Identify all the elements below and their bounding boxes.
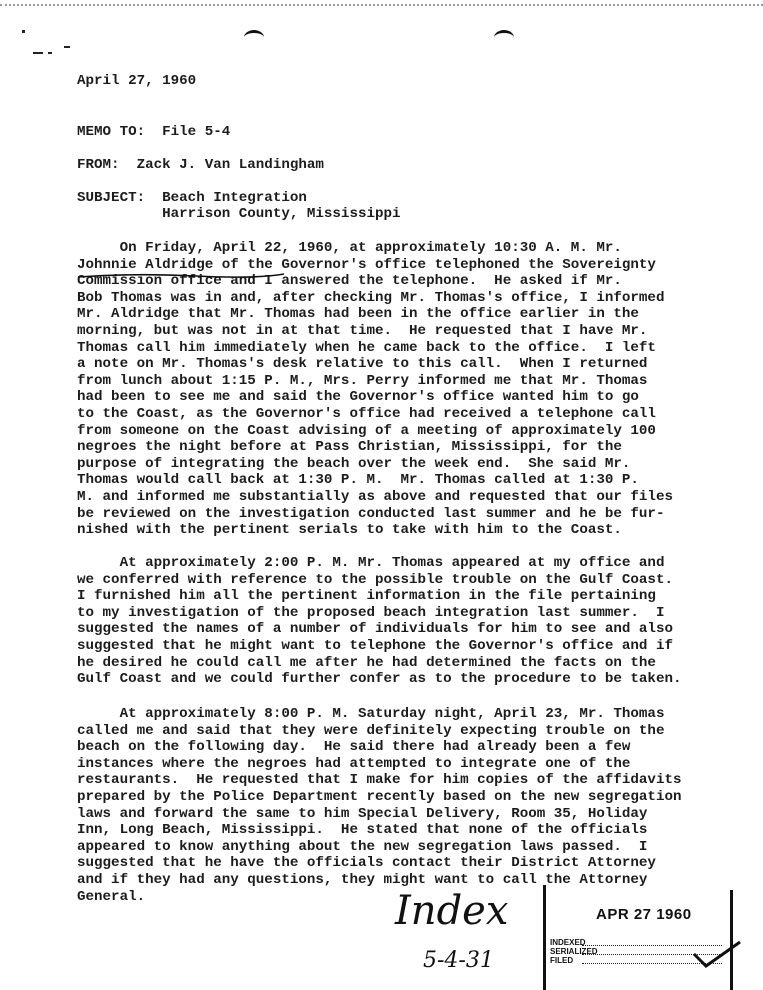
text-line: nished with the pertinent serials to take with him to the Coast. bbox=[77, 522, 622, 539]
scan-speck bbox=[48, 52, 52, 54]
memo-to: MEMO TO: File 5-4 bbox=[77, 124, 231, 140]
text-line: Inn, Long Beach, Mississippi. He stated that none of the officials bbox=[77, 822, 648, 839]
text-line: from someone on the Coast advising of a meeting of approximately 100 bbox=[77, 422, 656, 439]
stamp-date: APR 27 1960 bbox=[596, 906, 692, 923]
check-mark-icon bbox=[692, 940, 742, 972]
text-line: prepared by the Police Department recently based on the new segregation bbox=[77, 789, 682, 805]
text-line: At approximately 2:00 P. M. Mr. Thomas appeared at my office and bbox=[77, 555, 665, 571]
stamp-label-filed: FILED bbox=[550, 956, 574, 965]
text-line: negroes the night before at Pass Christian, Mississippi, for the bbox=[77, 439, 622, 456]
text-line: instances where the negroes had attempted to integrate one of the bbox=[77, 755, 631, 772]
scan-speck bbox=[22, 30, 25, 33]
text-line: suggested that he have the officials contact their District Attorney bbox=[77, 855, 656, 872]
text-line: to my investigation of the proposed beach integration last summer. I bbox=[77, 604, 665, 621]
text-line: Commission office and I answered the telephone. He asked if Mr. bbox=[77, 273, 622, 290]
text-line: a note on Mr. Thomas's desk relative to this call. When I returned bbox=[77, 356, 648, 373]
scan-speck bbox=[64, 46, 70, 48]
text-line: to the Coast, as the Governor's office had received a telephone call bbox=[77, 406, 656, 422]
text-line: and if they had any questions, they might want to call the Attorney bbox=[77, 872, 648, 888]
text-line: Mr. Aldridge that Mr. Thomas had been in the office earlier in the bbox=[77, 306, 639, 323]
text-line: laws and forward the same to him Special Delivery, Room 35, Holiday bbox=[77, 805, 648, 822]
handwritten-file-number: 5-4-31 bbox=[423, 948, 494, 973]
text-line: At approximately 8:00 P. M. Saturday night, April 23, Mr. Thomas bbox=[77, 706, 665, 722]
stamp-label-indexed: INDEXED bbox=[550, 938, 586, 947]
text-line: Thomas would call back at 1:30 P. M. Mr. Thomas called at 1:30 P. bbox=[77, 472, 639, 489]
text-line: purpose of integrating the beach over the week end. She said Mr. bbox=[77, 455, 631, 472]
text-line: Thomas call him immediately when he came back to the office. I left bbox=[77, 339, 656, 356]
text-line: M. and informed me substantially as above and requested that our files bbox=[77, 489, 673, 505]
text-line: he desired he could call me after he had determined the facts on the bbox=[77, 654, 656, 671]
handwritten-index: Index bbox=[395, 888, 509, 934]
memo-date: April 27, 1960 bbox=[77, 73, 197, 89]
text-line: suggested that he might want to telephone the Governor's office and if bbox=[77, 638, 673, 654]
text-line: from lunch about 1:15 P. M., Mrs. Perry informed me that Mr. Thomas bbox=[77, 372, 648, 389]
memo-subject-location: Harrison County, Mississippi bbox=[77, 206, 401, 222]
text-line: Johnnie Aldridge of the Governor's office telephoned the Sovereignty bbox=[77, 256, 656, 273]
text-line: Bob Thomas was in and, after checking Mr. Thomas's office, I informed bbox=[77, 289, 665, 306]
punch-mark bbox=[244, 30, 264, 45]
punch-mark bbox=[494, 30, 514, 45]
text-line: morning, but was not in at that time. He requested that I have Mr. bbox=[77, 323, 648, 339]
text-line: had been to see me and said the Governor's office wanted him to go bbox=[77, 389, 639, 406]
text-line: be reviewed on the investigation conducted last summer and he be fur- bbox=[77, 505, 665, 522]
text-line: called me and said that they were definitely expecting trouble on the bbox=[77, 722, 665, 739]
text-line: suggested the names of a number of individuals for him to see and also bbox=[77, 621, 673, 638]
memo-subject: SUBJECT: Beach Integration bbox=[77, 190, 307, 206]
text-line: Gulf Coast and we could further confer as to the procedure to be taken. bbox=[77, 671, 682, 688]
text-line: appeared to know anything about the new segregation laws passed. I bbox=[77, 838, 648, 855]
stamp-label-serialized: SERIALIZED bbox=[550, 947, 598, 956]
text-line: restaurants. He requested that I make for him copies of the affidavits bbox=[77, 772, 682, 789]
text-line: General. bbox=[77, 888, 146, 905]
scan-dotted-edge bbox=[0, 4, 763, 6]
text-line: beach on the following day. He said there had already been a few bbox=[77, 739, 631, 756]
text-line: we conferred with reference to the possible trouble on the Gulf Coast. bbox=[77, 571, 673, 588]
handwritten-underline bbox=[76, 270, 286, 282]
memo-from: FROM: Zack J. Van Landingham bbox=[77, 157, 324, 173]
text-line: I furnished him all the pertinent information in the file pertaining bbox=[77, 588, 656, 605]
scan-speck bbox=[33, 52, 43, 54]
text-line: On Friday, April 22, 1960, at approximately 10:30 A. M. Mr. bbox=[77, 240, 622, 256]
